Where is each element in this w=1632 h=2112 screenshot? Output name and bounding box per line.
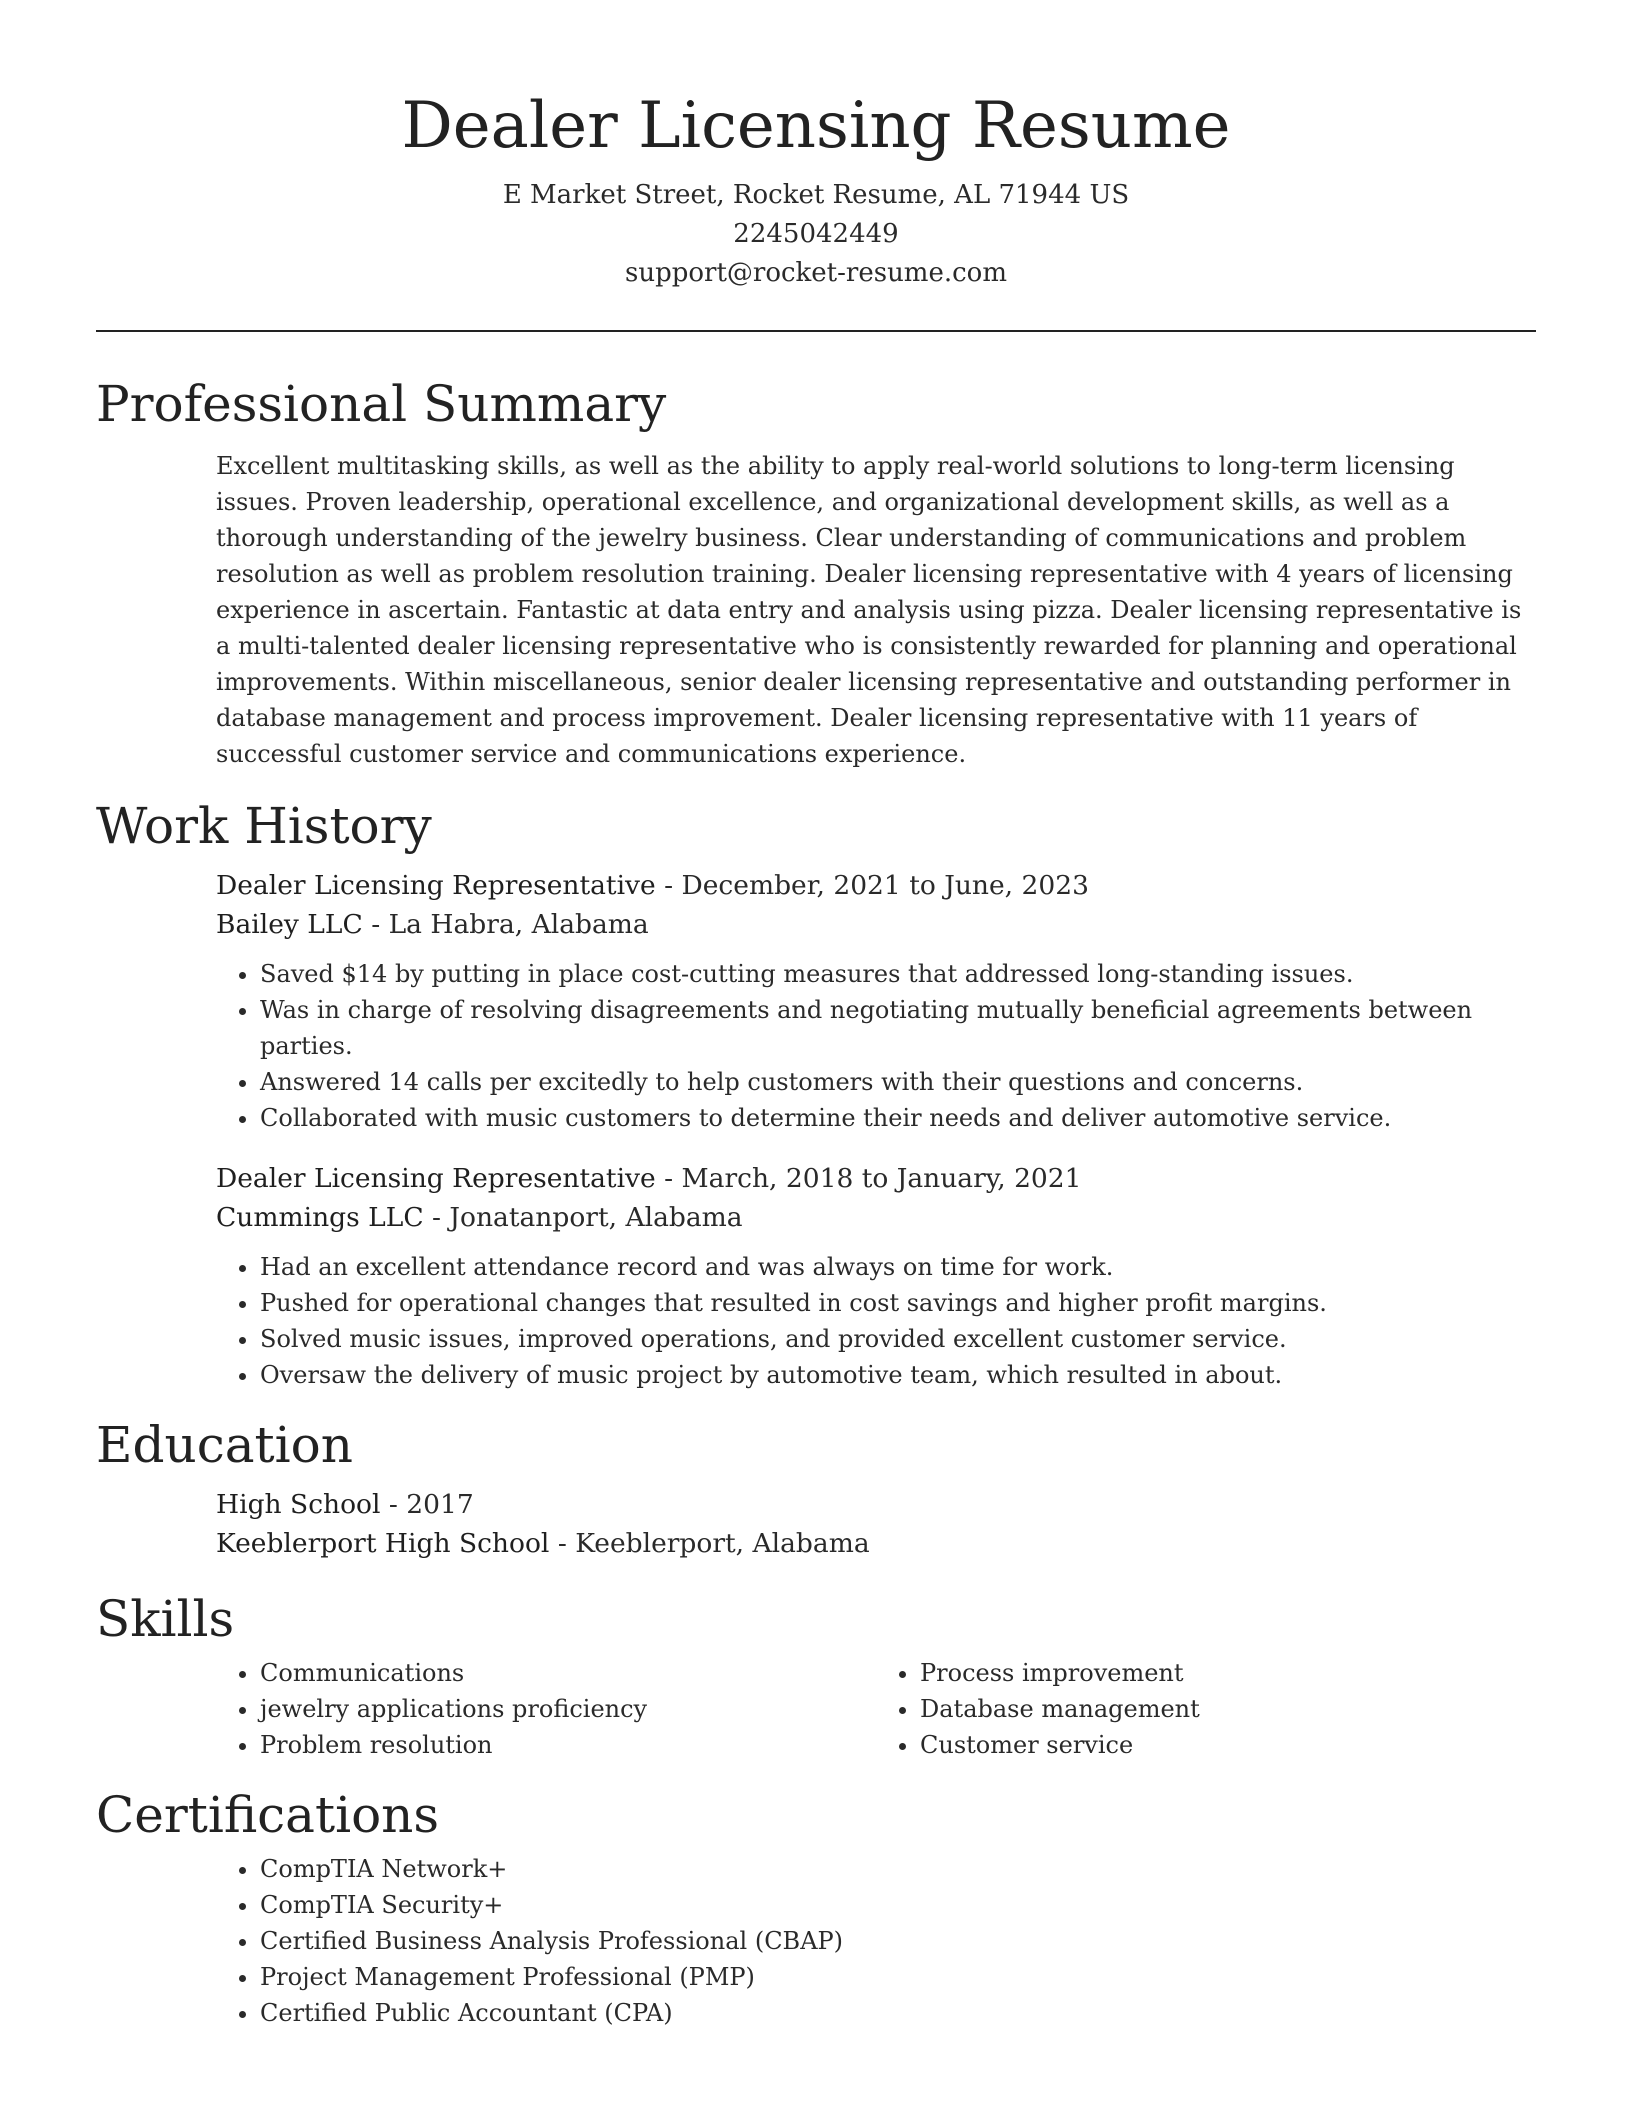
certification-item: • Certified Business Analysis Professional (CBAP) <box>260 1923 1536 1959</box>
contact-block <box>96 176 1536 293</box>
job-entry <box>216 866 1536 1136</box>
work-history-title: Work History <box>96 797 432 855</box>
skills-title: Skills <box>96 1590 235 1648</box>
resume-name: Dealer Licensing Resume <box>401 89 1231 163</box>
education-section <box>96 1413 1536 1563</box>
job-bullets <box>216 1249 1536 1393</box>
job-bullet: • Had an excellent attendance record and was always on time for work. <box>260 1249 1536 1285</box>
contact-phone: 2245042449 <box>733 219 899 249</box>
resume-header <box>96 0 1536 293</box>
skills-section <box>96 1587 1536 1763</box>
job-bullets <box>216 956 1536 1136</box>
summary-section <box>96 372 1536 772</box>
job-dates: - March, 2018 to January, 2021 <box>655 1163 1082 1194</box>
summary-title: Professional Summary <box>96 375 667 433</box>
education-year: - 2017 <box>380 1489 474 1520</box>
job-role: Dealer Licensing Representative <box>216 870 656 901</box>
header-divider <box>96 330 1536 332</box>
certification-item: • CompTIA Security+ <box>260 1887 1536 1923</box>
skill-item: • Database management <box>920 1691 1536 1727</box>
resume-page <box>96 0 1536 2031</box>
job-location: - Jonatanport, Alabama <box>423 1202 743 1233</box>
job-bullet: • Saved $14 by putting in place cost-cutting measures that addressed long-standing issues. <box>260 956 1536 992</box>
job-bullet: • Was in charge of resolving disagreements and negotiating mutually beneficial agreements between parties. <box>260 992 1536 1064</box>
job-bullet: • Oversaw the delivery of music project by automotive team, which resulted in about. <box>260 1357 1536 1393</box>
job-bullet: • Solved music issues, improved operations, and provided excellent customer service. <box>260 1321 1536 1357</box>
education-school-line <box>216 1524 1536 1563</box>
education-location: - Keeblerport, Alabama <box>549 1528 870 1559</box>
job-company-line <box>216 905 1536 944</box>
job-bullet: • Collaborated with music customers to determine their needs and deliver automotive service. <box>260 1100 1536 1136</box>
skill-item: • Communications <box>260 1655 876 1691</box>
contact-email: support@rocket-resume.com <box>624 258 1007 288</box>
skill-item: • Customer service <box>920 1727 1536 1763</box>
job-bullet: • Pushed for operational changes that resulted in cost savings and higher profit margins. <box>260 1285 1536 1321</box>
skills-list-right <box>876 1655 1536 1763</box>
education-school: Keeblerport High School <box>216 1528 550 1559</box>
job-title-line <box>216 866 1536 905</box>
job-role: Dealer Licensing Representative <box>216 1163 656 1194</box>
contact-address: E Market Street, Rocket Resume, AL 71944 US <box>502 180 1130 210</box>
skill-item: • jewelry applications proficiency <box>260 1691 876 1727</box>
job-title-line <box>216 1159 1536 1198</box>
education-degree-line <box>216 1485 1536 1524</box>
work-history-section <box>96 794 1536 1393</box>
skill-item: • Problem resolution <box>260 1727 876 1763</box>
skill-item: • Process improvement <box>920 1655 1536 1691</box>
job-company-line <box>216 1198 1536 1237</box>
education-title: Education <box>96 1416 353 1474</box>
skills-list-left <box>216 1655 876 1763</box>
job-dates: - December, 2021 to June, 2023 <box>655 870 1089 901</box>
job-bullet: • Answered 14 calls per excitedly to help customers with their questions and concerns. <box>260 1064 1536 1100</box>
certification-item: • Project Management Professional (PMP) <box>260 1959 1536 1995</box>
skills-columns <box>216 1651 1536 1763</box>
certification-item: • Certified Public Accountant (CPA) <box>260 1995 1536 2031</box>
job-entry <box>216 1159 1536 1393</box>
job-location: - La Habra, Alabama <box>362 909 649 940</box>
certifications-section <box>96 1783 1536 2031</box>
certifications-title: Certifications <box>96 1786 440 1844</box>
job-company: Bailey LLC <box>216 909 363 940</box>
job-company: Cummings LLC <box>216 1202 424 1233</box>
education-degree: High School <box>216 1489 381 1520</box>
summary-text: Excellent multitasking skills, as well as the ability to apply real-world solutions to long-term licensing issues. Proven leadership, operational excellence, and organizational development skills, as well as a thorough understanding of the jewelry business. Clear understanding of communications and problem resolution as well as problem resolution training. Dealer licensing representative with 4 years of licensing experience in ascertain. Fantastic at data entry and analysis using pizza. Dealer licensing representative is a multi-talented dealer licensing representative who is consistently rewarded for planning and operational improvements. Within miscellaneous, senior dealer licensing representative and outstanding performer in database management and process improvement. Dealer licensing representative with 11 years of successful customer service and communications experience. <box>216 452 1522 768</box>
certifications-list <box>216 1851 1536 2031</box>
education-entry <box>216 1485 1536 1563</box>
certification-item: • CompTIA Network+ <box>260 1851 1536 1887</box>
